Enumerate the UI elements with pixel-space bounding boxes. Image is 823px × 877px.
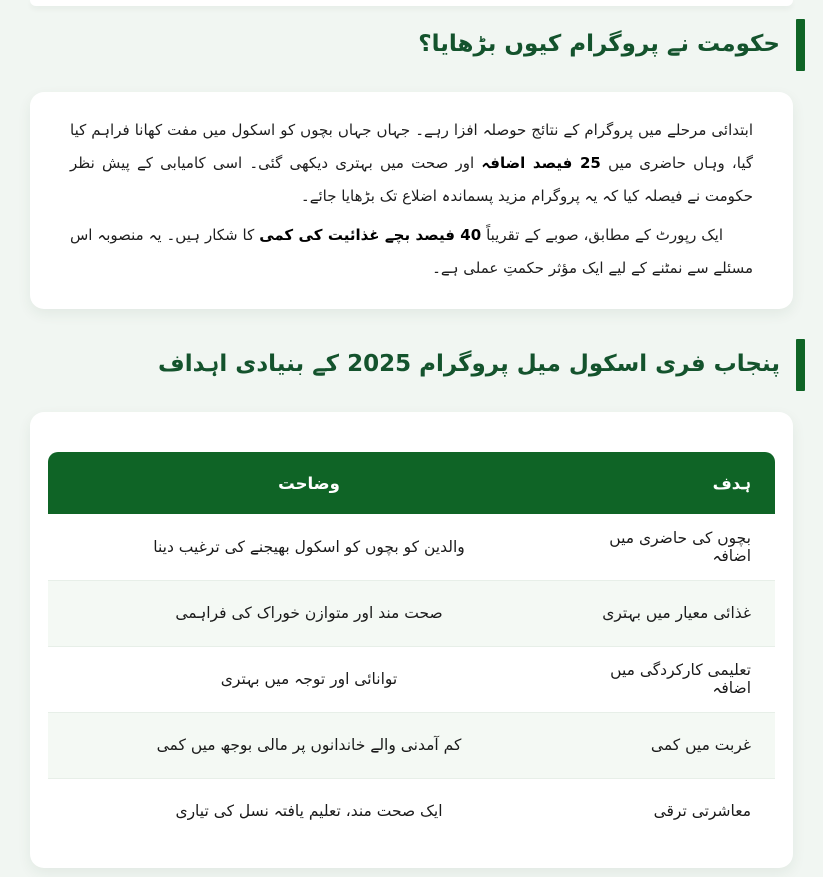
table-row: [48, 778, 775, 844]
goal-cell: غذائی معیار میں بہتری: [570, 580, 775, 646]
goals-table-body: [48, 514, 775, 844]
green-accent-bar: [796, 339, 805, 391]
highlight-25-percent-increase: 25 فیصد اضافہ: [481, 154, 601, 172]
paragraph-program-results: [70, 114, 753, 213]
column-header-goal: ہدف: [570, 452, 775, 514]
section-heading-why-expanded: [18, 19, 805, 71]
description-cell: صحت مند اور متوازن خوراک کی فراہمی: [48, 580, 570, 646]
highlight-40-percent-malnutrition: 40 فیصد بچے غذائیت کی کمی: [259, 226, 482, 244]
section-title: پنجاب فری اسکول میل پروگرام 2025 کے بنیادی اہداف: [158, 351, 780, 378]
table-row: [48, 646, 775, 712]
goal-cell: بچوں کی حاضری میں اضافہ: [570, 514, 775, 580]
paragraph-text: ابتدائی مرحلے میں پروگرام کے نتائج حوصلہ افزا رہے۔ جہاں جہاں بچوں کو اسکول میں مفت کھانا فراہم کیا گیا، وہاں حاضری میں: [70, 121, 753, 172]
goals-table-header: [48, 452, 775, 514]
goal-cell: غربت میں کمی: [570, 712, 775, 778]
goal-cell: معاشرتی ترقی: [653, 802, 751, 821]
goals-table: [48, 452, 775, 844]
section-title: حکومت نے پروگرام کیوں بڑھایا؟: [418, 31, 780, 58]
paragraph-text: کا شکار ہیں۔ یہ منصوبہ اس مسئلے سے نمٹنے کے لیے ایک مؤثر حکمتِ عملی ہے۔: [70, 226, 753, 277]
goal-cell: تعلیمی کارکردگی میں اضافہ: [570, 646, 775, 712]
header-row: [48, 452, 775, 514]
paragraph-text: اور صحت میں بہتری دیکھی گئی۔ اسی کامیابی کے پیش نظر حکومت نے فیصلہ کیا کہ یہ پروگرام مزید پسماندہ اضلاع تک بڑھایا جائے۔: [70, 154, 753, 205]
green-accent-bar: [796, 19, 805, 71]
description-cell: توانائی اور توجہ میں بہتری: [48, 646, 570, 712]
description-cell: والدین کو بچوں کو اسکول بھیجنے کی ترغیب دینا: [48, 514, 570, 580]
paragraph-malnutrition-report: [70, 219, 753, 285]
section-heading-core-goals: [18, 339, 805, 391]
table-row: [48, 712, 775, 778]
paragraph-text: ایک رپورٹ کے مطابق، صوبے کے تقریباً: [481, 226, 724, 244]
column-header-description: وضاحت: [48, 452, 570, 514]
previous-card-bottom-edge: [30, 0, 793, 6]
intro-text-card: [30, 92, 793, 309]
description-cell: ایک صحت مند، تعلیم یافتہ نسل کی تیاری: [175, 802, 443, 821]
description-cell: کم آمدنی والے خاندانوں پر مالی بوجھ میں کمی: [48, 712, 570, 778]
table-row: [48, 514, 775, 580]
goals-table-card: [30, 412, 793, 868]
table-row: [48, 580, 775, 646]
